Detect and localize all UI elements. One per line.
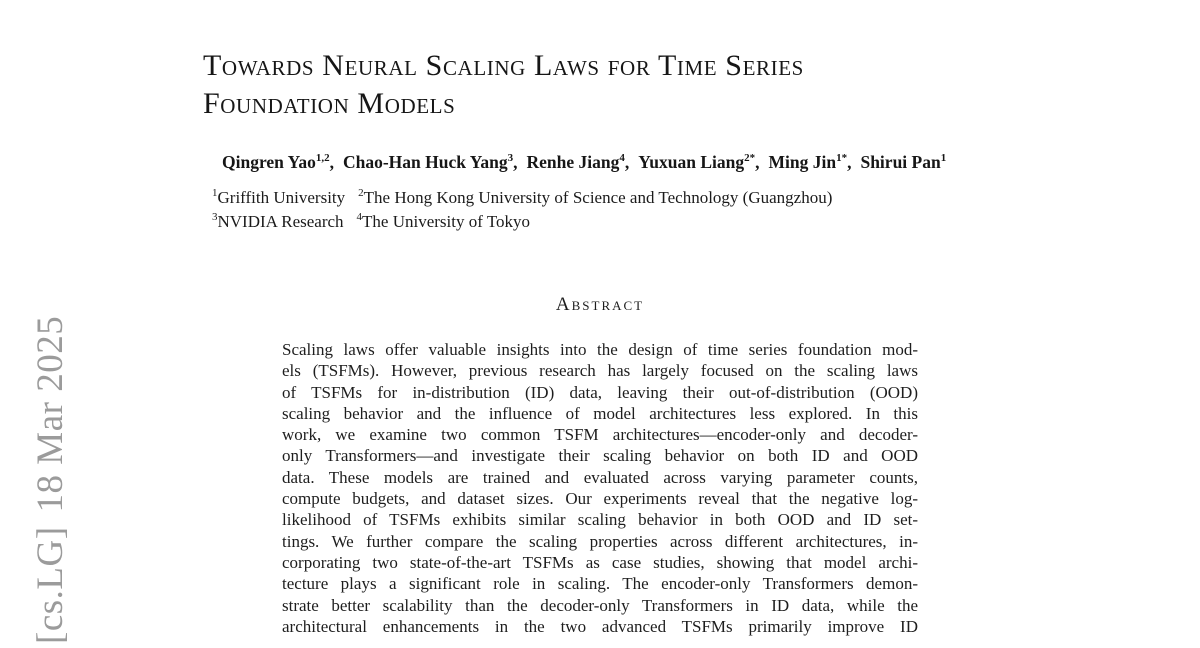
- author-separator: ,: [847, 152, 852, 172]
- author: [860, 152, 946, 172]
- abstract-heading: Abstract: [555, 294, 645, 315]
- abstract-line: scaling behavior and the influence of model architectures less explored. In this: [282, 403, 918, 423]
- abstract-body: [282, 339, 918, 637]
- affiliation-name: The University of Tokyo: [362, 211, 531, 231]
- author-superscript: 1,2: [315, 152, 330, 164]
- abstract-line: strate better scalability than the decoder-only Transformers in ID data, while the: [282, 595, 918, 615]
- affiliation-name: Griffith University: [217, 188, 346, 207]
- affiliation-superscript: 3: [212, 210, 218, 223]
- author-name: Ming Jin: [768, 152, 837, 172]
- author-name: Shirui Pan: [860, 152, 941, 172]
- affiliation-name: NVIDIA Research: [217, 211, 344, 231]
- abstract-line: architectural enhancements in the two advanced TSFMs primarily improve ID: [282, 616, 918, 636]
- abstract-line: els (TSFMs). However, previous research has largely focused on the scaling laws: [282, 361, 918, 381]
- author-superscript: 4: [619, 152, 625, 164]
- affiliation: [357, 212, 531, 231]
- author-name: Chao-Han Huck Yang: [342, 152, 508, 172]
- affiliation: [358, 188, 832, 207]
- author-name: Qingren Yao: [222, 152, 316, 172]
- author-superscript: 1: [940, 152, 947, 164]
- author-superscript: 3: [507, 152, 514, 164]
- affiliation: [212, 188, 345, 207]
- author-name: Renhe Jiang: [526, 152, 620, 172]
- author: [222, 152, 343, 172]
- affiliation-line: [212, 210, 832, 234]
- affiliation-name: The Hong Kong University of Science and Technology (Guangzhou): [363, 188, 833, 207]
- abstract-line: Scaling laws offer valuable insights into the design of time series foundation mod-: [282, 340, 918, 359]
- title-line-1: Towards Neural Scaling Laws for Time Series: [203, 49, 804, 82]
- author: [527, 152, 639, 172]
- author-separator: ,: [513, 152, 518, 172]
- affiliations: [212, 186, 832, 233]
- author: [343, 152, 527, 172]
- author-name: Yuxuan Liang: [638, 152, 745, 172]
- abstract-line: work, we examine two common TSFM architectures—encoder-only and decoder-: [282, 425, 918, 445]
- arxiv-date-label: 18 Mar 2025: [29, 315, 71, 513]
- abstract-line: tings. We further compare the scaling properties across different architectures, in-: [282, 531, 918, 551]
- abstract-line: corporating two state-of-the-art TSFMs as case studies, showing that model archi-: [282, 552, 918, 572]
- affiliation: [212, 212, 344, 231]
- author-separator: ,: [329, 152, 334, 172]
- author-superscript: 2*: [744, 152, 756, 164]
- affiliation-superscript: 2: [358, 187, 364, 199]
- abstract-line: only Transformers—and investigate their scaling behavior on both ID and OOD: [282, 446, 918, 466]
- abstract-line: data. These models are trained and evaluated across varying parameter counts,: [282, 467, 918, 487]
- author: [638, 152, 768, 172]
- affiliation-superscript: 4: [356, 210, 363, 223]
- arxiv-watermark: [26, 294, 74, 644]
- author: [769, 152, 861, 172]
- author-separator: ,: [624, 152, 630, 172]
- affiliation-superscript: 1: [212, 187, 218, 199]
- paper-title: [203, 47, 804, 123]
- author-superscript: 1*: [836, 152, 848, 164]
- abstract-line: compute budgets, and dataset sizes. Our experiments reveal that the negative log-: [282, 489, 918, 509]
- abstract-line: tecture plays a significant role in scaling. The encoder-only Transformers demon-: [282, 574, 918, 594]
- abstract-line: likelihood of TSFMs exhibits similar scaling behavior in both OOD and ID set-: [282, 510, 918, 530]
- abstract-line: of TSFMs for in-distribution (ID) data, leaving their out-of-distribution (OOD): [282, 382, 918, 402]
- title-line-2: Foundation Models: [203, 87, 456, 120]
- authors-line: [222, 150, 946, 175]
- arxiv-category-label: [cs.LG]: [29, 526, 71, 644]
- author-separator: ,: [755, 152, 760, 172]
- affiliation-line: [212, 186, 832, 210]
